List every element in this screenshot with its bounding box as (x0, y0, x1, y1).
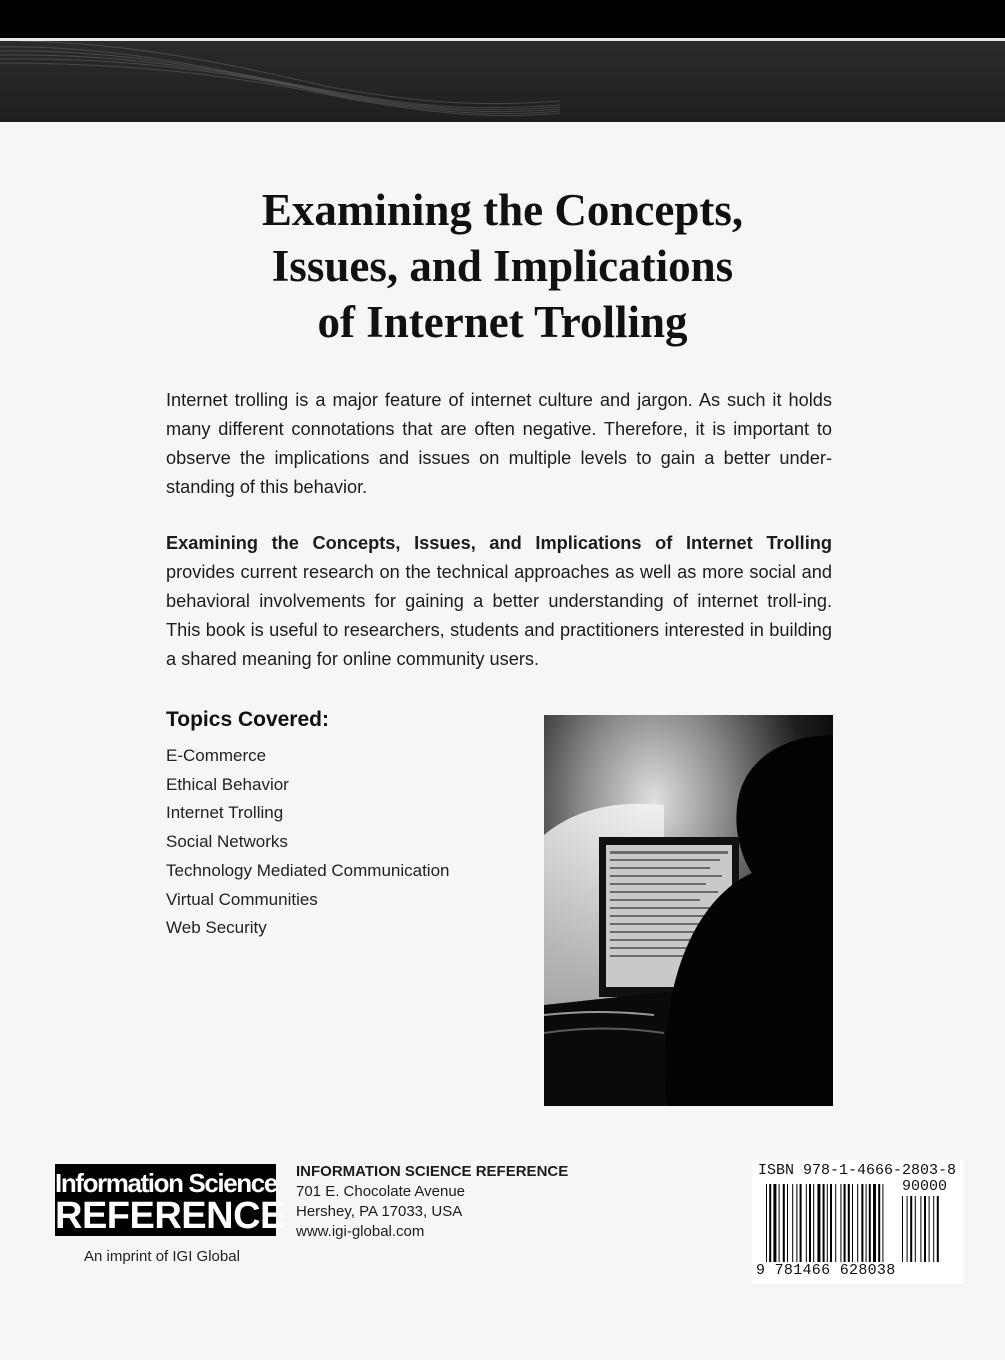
price-code: 90000 (902, 1178, 948, 1195)
header-swoosh-decoration (0, 41, 1005, 122)
barcode-bar (817, 1184, 820, 1262)
barcode-bar (873, 1184, 876, 1262)
addon-barcode-bar (929, 1196, 930, 1262)
barcode-bar (779, 1184, 780, 1262)
barcode-bar (787, 1184, 788, 1262)
addon-barcode-bar (920, 1196, 921, 1262)
barcode-bar (852, 1184, 853, 1262)
barcode-bar (769, 1184, 771, 1262)
header-band-inner (0, 38, 1005, 122)
logo-line-1: Information Science (55, 1168, 277, 1198)
barcode-bar (830, 1184, 832, 1262)
topic-item: E-Commerce (166, 746, 267, 765)
barcode-bar (869, 1184, 871, 1262)
topic-item: Internet Trolling (166, 803, 284, 823)
addon-barcode-bar (910, 1196, 912, 1262)
barcode-bar (813, 1184, 814, 1262)
description-paragraph-2 (166, 529, 832, 674)
title-line-2: Issues, and Implications (271, 241, 734, 291)
barcode-bar (783, 1184, 785, 1262)
barcode-bar (827, 1184, 828, 1262)
barcode-bar (844, 1184, 846, 1262)
description-paragraph-2-text: provides current research on the technical approaches as well as more social and behavioral involvements for gaining a better understanding of internet troll-ing. This book is useful to researchers, students and practitioners interested in building a shared meaning for online community users. (166, 562, 832, 669)
barcode-bar (840, 1184, 841, 1262)
topic-item: Social Networks (166, 832, 288, 852)
addon-barcode-bar (902, 1196, 903, 1262)
cover-photo-silhouette-at-computer (544, 715, 833, 1106)
topic-item: Web Security (166, 918, 267, 938)
barcode-bar (823, 1184, 825, 1262)
topic-item: Technology Mediated Communication (166, 860, 450, 880)
title-line-3: of Internet Trolling (317, 297, 688, 347)
publisher-name: INFORMATION SCIENCE REFERENCE (296, 1163, 569, 1180)
book-title-inline: Examining the Concepts, Issues, and Implications of Internet Trolling (166, 533, 832, 553)
publisher-address-line-2: Hershey, PA 17033, USA (296, 1203, 463, 1220)
topic-item: Ethical Behavior (166, 774, 289, 794)
ean-digits: 9 781466 628038 (756, 1262, 896, 1279)
imprint-text: An imprint of IGI Global (84, 1248, 240, 1265)
barcode-bar (796, 1184, 797, 1262)
topics-list (166, 742, 450, 943)
topic-item: Virtual Communities (166, 889, 318, 909)
barcode-bar (857, 1184, 858, 1262)
isbn-number: ISBN 978-1-4666-2803-8 (758, 1162, 957, 1179)
addon-barcode-bar (933, 1196, 934, 1262)
barcode-bar (866, 1184, 867, 1262)
title-line-1: Examining the Concepts, (261, 185, 744, 235)
addon-barcode-bar (924, 1196, 926, 1262)
barcode-bar (766, 1184, 767, 1262)
barcode-bar (848, 1184, 850, 1262)
barcode-bar (835, 1184, 836, 1262)
barcode-bar (773, 1184, 776, 1262)
isbn-barcode-block (752, 1160, 964, 1284)
barcode-bar (882, 1184, 883, 1262)
barcode-bar (792, 1184, 793, 1262)
description-paragraph-1: Internet trolling is a major feature of internet culture and jargon. As such it holds many different connotations that are often negative. Therefore, it is important to observe the implications and issues on multiple levels to gain a better under-standing of this behavior. (166, 390, 832, 497)
book-title (0, 182, 1005, 350)
barcode-bar (861, 1184, 863, 1262)
barcode-bar (806, 1184, 807, 1262)
barcode-bar (878, 1184, 880, 1262)
header-band (0, 0, 1005, 122)
addon-barcode-bar (937, 1196, 939, 1262)
publisher-address-line-1: 701 E. Chocolate Avenue (296, 1183, 466, 1200)
barcode-bar (809, 1184, 811, 1262)
addon-barcode-bar (907, 1196, 908, 1262)
publisher-website: www.igi-global.com (296, 1223, 425, 1240)
addon-barcode-bar (915, 1196, 916, 1262)
logo-line-2: REFERENCE (55, 1195, 285, 1237)
topics-heading: Topics Covered: (166, 708, 329, 731)
publisher-logo (55, 1164, 285, 1237)
publisher-address-block (296, 1162, 568, 1242)
barcode-bar (800, 1184, 802, 1262)
